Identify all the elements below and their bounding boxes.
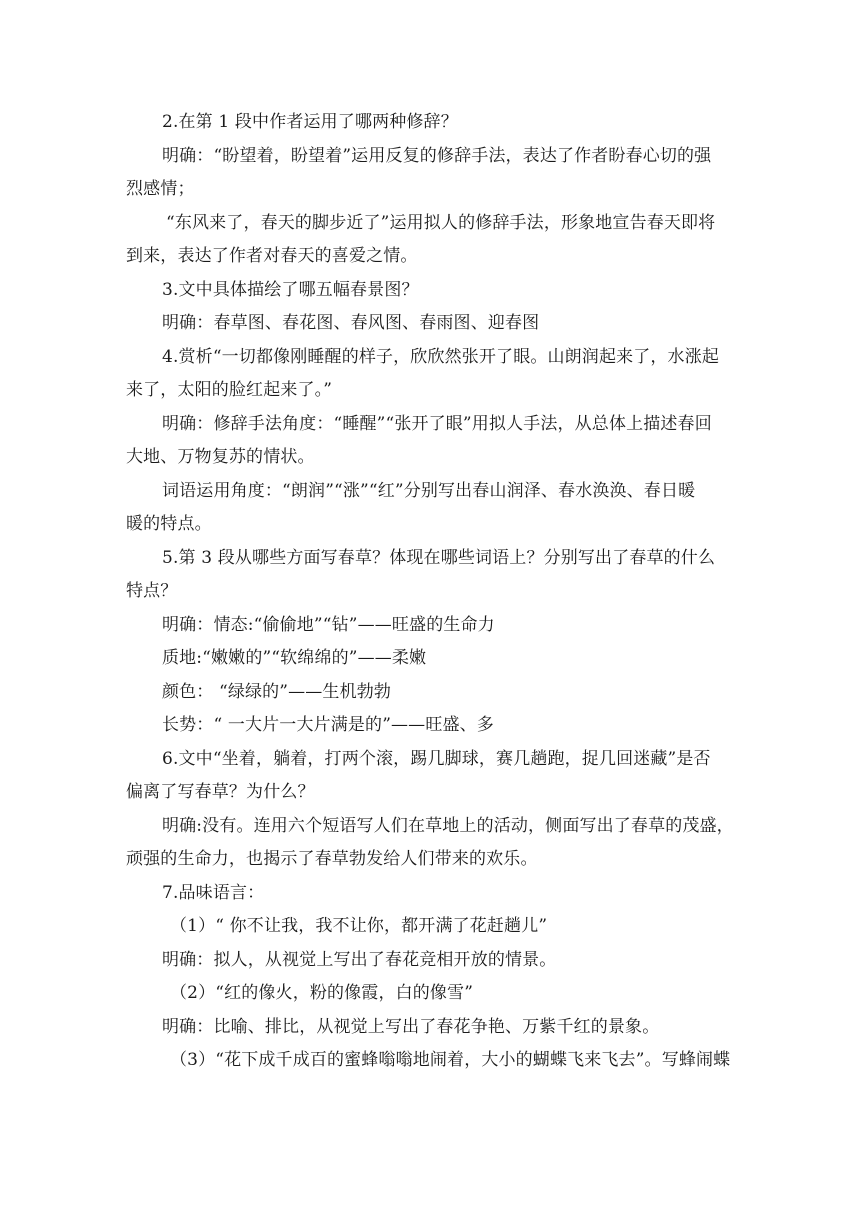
answer-7-2: 明确：比喻、排比，从视觉上写出了春花争艳、万紫千红的景象。 — [162, 1016, 660, 1037]
item-7-2: （2）“红的像火，粉的像霞，白的像雪” — [170, 983, 474, 1003]
answer-5-line-3: 颜色： “绿绿的”——生机勃勃 — [162, 681, 392, 702]
question-4-line-2: 来了，太阳的脸红起来了。” — [126, 380, 333, 400]
question-7: 7.品味语言： — [162, 882, 265, 903]
answer-5-line-4: 长势：“ 一大片一大片满是的”——旺盛、多 — [162, 715, 494, 735]
answer-4-line-3: 词语运用角度：“朗润”“涨”“红”分别写出春山润泽、春水涣涣、春日暖 — [162, 480, 696, 501]
answer-4-line-2: 大地、万物复苏的情状。 — [126, 447, 315, 467]
answer-4-line-1: 明确：修辞手法角度：“睡醒”“张开了眼”用拟人手法，从总体上描述春回 — [162, 413, 712, 434]
answer-2-line-2: 烈感情； — [126, 179, 195, 199]
answer-6-line-1: 明确:没有。连用六个短语写人们在草地上的活动，侧面写出了春草的茂盛， — [162, 815, 734, 836]
answer-2-line-1: 明确：“盼望着，盼望着”运用反复的修辞手法，表达了作者盼春心切的强 — [162, 145, 712, 166]
answer-3: 明确：春草图、春花图、春风图、春雨图、迎春图 — [162, 313, 540, 333]
item-7-3: （3）“花下成千成百的蜜蜂嗡嗡地闹着，大小的蝴蝶飞来飞去”。写蜂闹蝶 — [170, 1050, 731, 1070]
question-4-line-1: 4.赏析“一切都像刚睡醒的样子，欣欣然张开了眼。山朗润起来了，水涨起 — [162, 346, 720, 367]
question-5-line-2: 特点？ — [126, 581, 178, 601]
document-body — [126, 106, 732, 1078]
answer-5-line-2: 质地:“嫩嫩的”“软绵绵的”——柔嫩 — [162, 648, 427, 668]
question-6-line-2: 偏离了写春草？为什么？ — [126, 782, 315, 802]
answer-4-line-4: 暖的特点。 — [126, 514, 212, 534]
answer-7-1: 明确：拟人，从视觉上写出了春花竞相开放的情景。 — [162, 949, 557, 970]
answer-6-line-2: 顽强的生命力，也揭示了春草勃发给人们带来的欢乐。 — [126, 849, 538, 869]
answer-2-line-4: 到来，表达了作者对春天的喜爱之情。 — [126, 246, 418, 266]
item-7-1: （1）“ 你不让我，我不让你，都开满了花赶趟儿” — [170, 916, 548, 936]
question-5-line-1: 5.第 3 段从哪些方面写春草？体现在哪些词语上？分别写出了春草的什么 — [162, 547, 716, 568]
question-3: 3.文中具体描绘了哪五幅春景图？ — [162, 279, 419, 300]
question-2: 2.在第 1 段中作者运用了哪两种修辞？ — [162, 112, 458, 132]
answer-5-line-1: 明确：情态:“偷偷地”“钻”——旺盛的生命力 — [162, 614, 495, 635]
answer-2-line-3: “东风来了，春天的脚步近了”运用拟人的修辞手法，形象地宣告春天即将 — [166, 212, 716, 233]
question-6-line-1: 6.文中“坐着，躺着，打两个滚，踢几脚球，赛几趟跑，捉几回迷藏”是否 — [162, 748, 711, 769]
